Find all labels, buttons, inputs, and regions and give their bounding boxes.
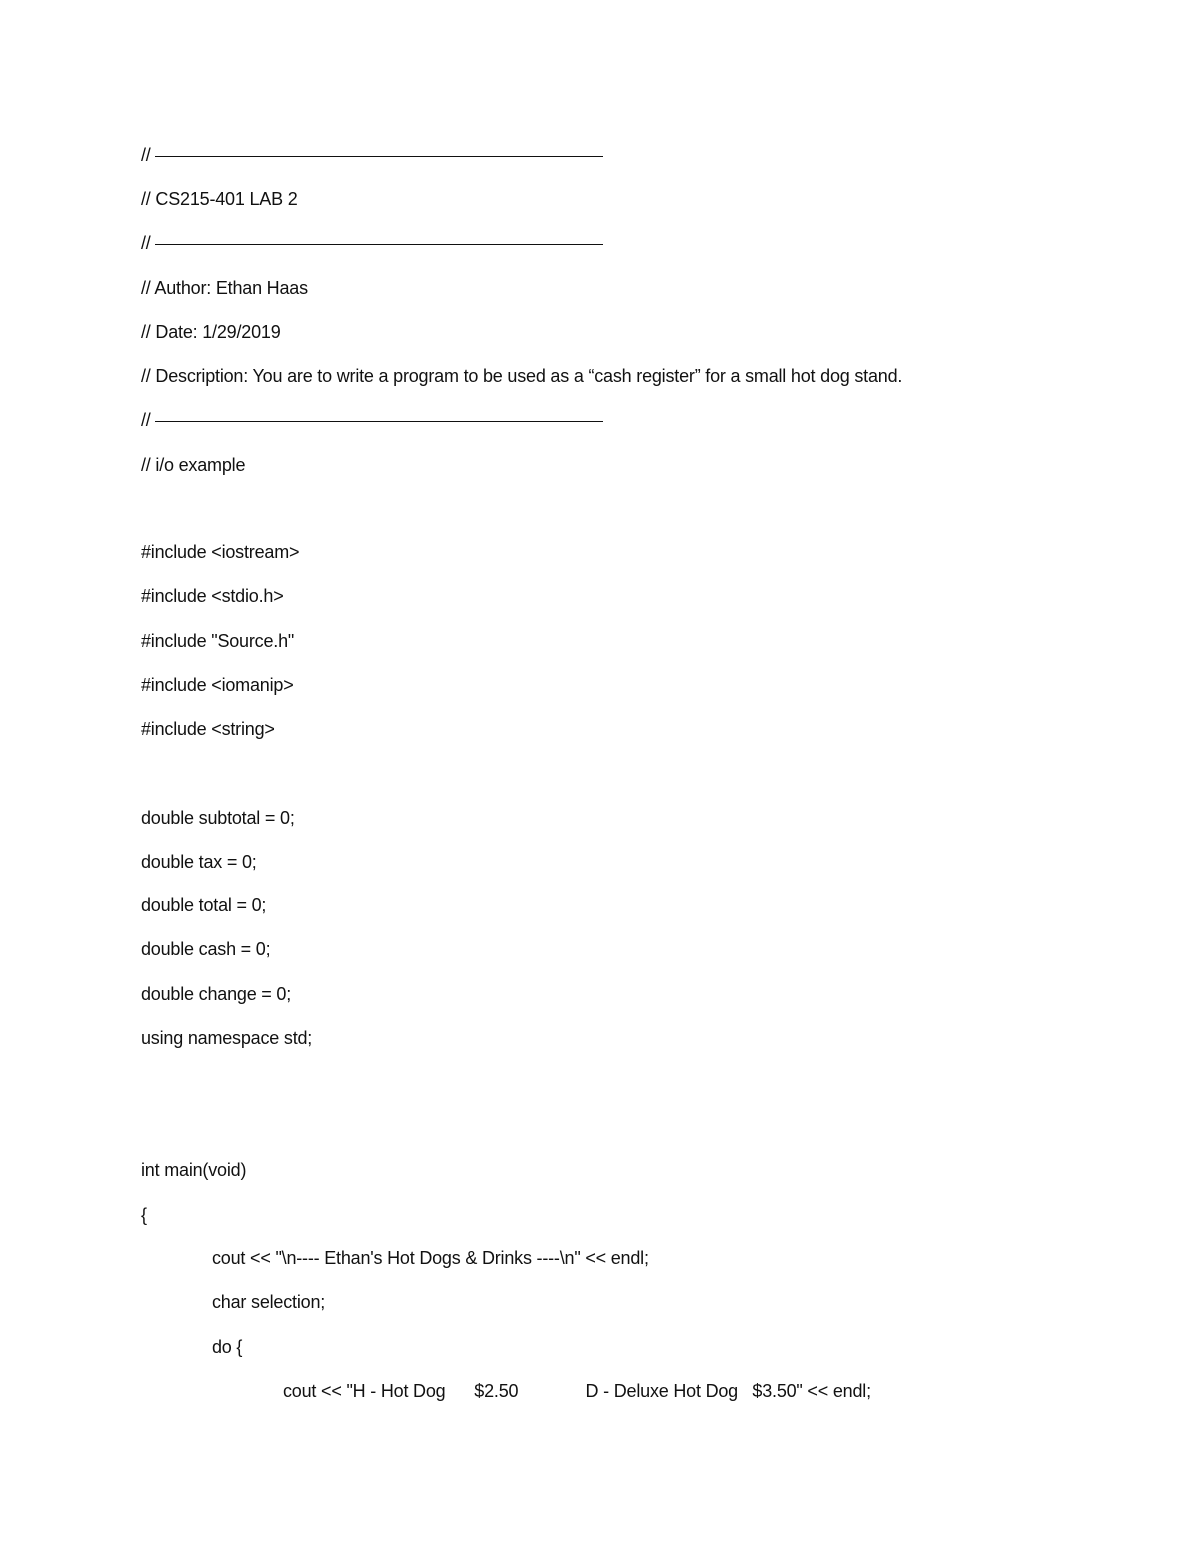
declaration-line: double subtotal = 0; <box>141 808 295 828</box>
main-open-brace: { <box>141 1205 147 1225</box>
rule-line-1 <box>141 144 603 166</box>
include-line: #include <iomanip> <box>141 675 294 695</box>
declaration-line: double total = 0; <box>141 895 267 915</box>
author-line: // Author: Ethan Haas <box>141 278 308 298</box>
rule-line-2 <box>141 232 603 254</box>
date-line: // Date: 1/29/2019 <box>141 322 281 342</box>
rule-prefix: // <box>141 410 151 430</box>
rule-dash <box>155 156 603 157</box>
cout-menu-line: cout << "H - Hot Dog $2.50 D - Deluxe Hot Dog $3.50" << endl; <box>283 1381 871 1401</box>
include-line: #include <iostream> <box>141 542 300 562</box>
include-line: #include "Source.h" <box>141 631 295 651</box>
include-line: #include <string> <box>141 719 275 739</box>
char-decl-line: char selection; <box>212 1292 326 1312</box>
declaration-line: using namespace std; <box>141 1028 313 1048</box>
do-open-line: do { <box>212 1337 243 1357</box>
rule-line-3 <box>141 409 603 431</box>
rule-dash <box>155 421 603 422</box>
description-line: // Description: You are to write a program to be used as a “cash register” for a small hot dog stand. <box>141 366 903 386</box>
main-signature: int main(void) <box>141 1160 247 1180</box>
include-line: #include <stdio.h> <box>141 586 284 606</box>
rule-dash <box>155 244 603 245</box>
declaration-line: double change = 0; <box>141 984 292 1004</box>
rule-prefix: // <box>141 145 151 165</box>
declaration-line: double tax = 0; <box>141 852 257 872</box>
rule-prefix: // <box>141 233 151 253</box>
declaration-line: double cash = 0; <box>141 939 271 959</box>
course-line: // CS215-401 LAB 2 <box>141 189 298 209</box>
cout-title-line: cout << "\n---- Ethan's Hot Dogs & Drinks ----\n" << endl; <box>212 1248 649 1268</box>
io-example-line: // i/o example <box>141 455 246 475</box>
